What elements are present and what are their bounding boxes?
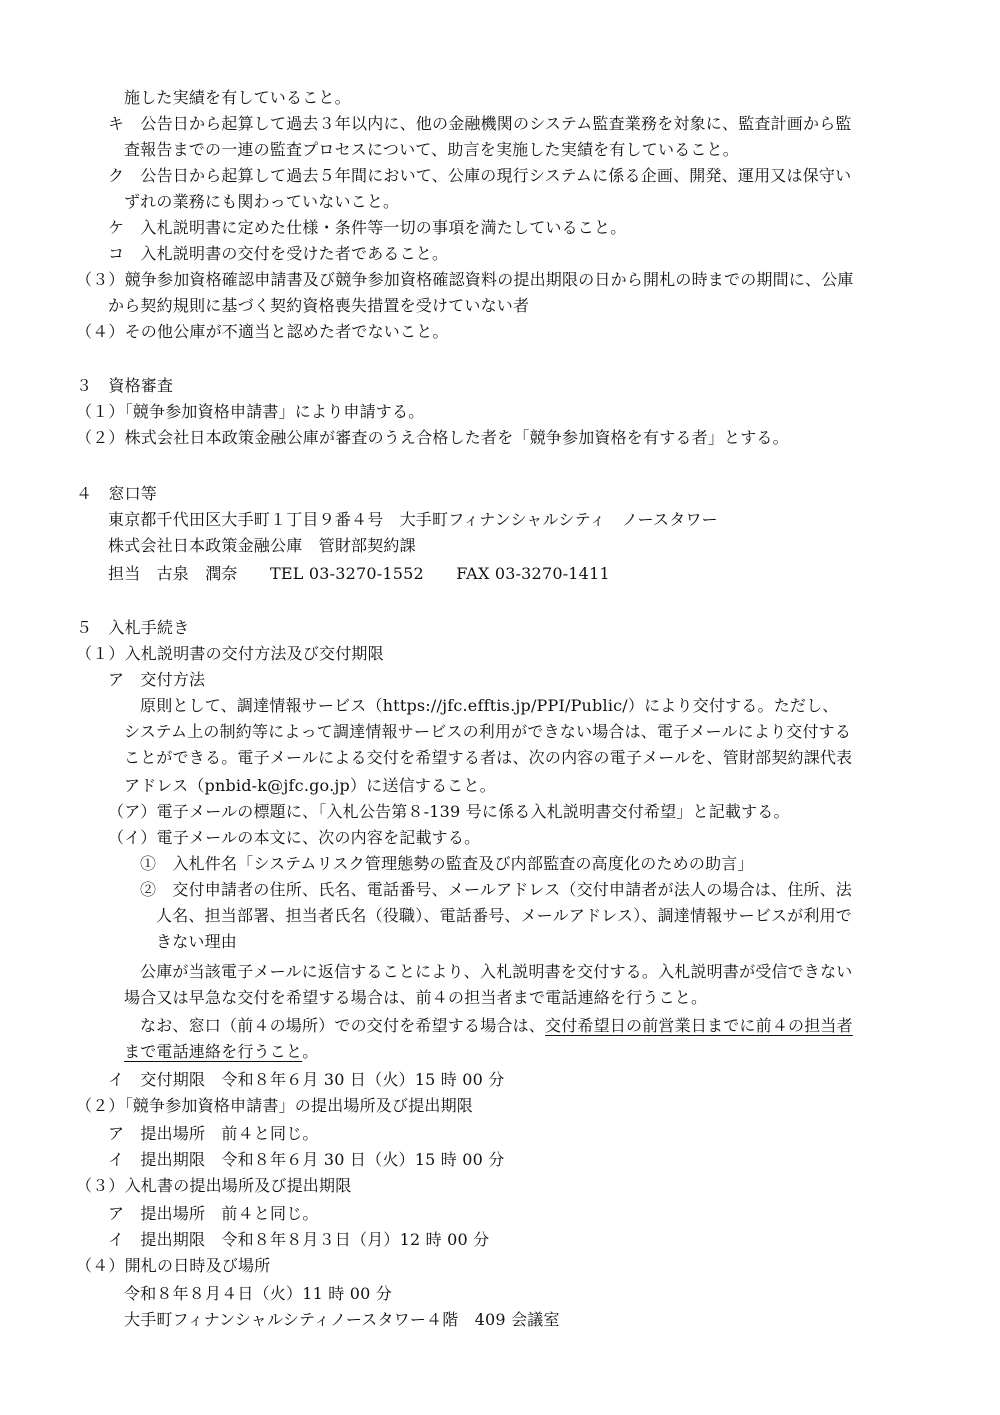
text-line: ケ 入札説明書に定めた仕様・条件等一切の事項を満たしていること。 xyxy=(108,218,627,237)
text-line: 場合又は早急な交付を希望する場合は、前４の担当者まで電話連絡を行うこと。 xyxy=(124,988,708,1007)
text-line: ク 公告日から起算して過去５年間において、公庫の現行システムに係る企画、開発、運用又は保守い xyxy=(108,166,852,185)
text-line: イ 提出期限 令和８年６月 30 日（火）15 時 00 分 xyxy=(108,1150,505,1169)
text-line: きない理由 xyxy=(156,932,238,951)
text-line: （ア）電子メールの標題に、「入札公告第８-139 号に係る入札説明書交付希望」と記載する。 xyxy=(108,802,790,821)
text-line: （４）開札の日時及び場所 xyxy=(76,1256,271,1275)
text-line: （２）株式会社日本政策金融公庫が審査のうえ合格した者を「競争参加資格を有する者」とする。 xyxy=(76,428,789,447)
section-heading: ４ 窓口等 xyxy=(76,484,158,503)
text-line: 公庫が当該電子メールに返信することにより、入札説明書を交付する。入札説明書が受信できない xyxy=(140,962,853,981)
text-fragment: なお、窓口（前４の場所）での交付を希望する場合は、 xyxy=(140,1016,546,1035)
text-line: 担当 古泉 潤奈 TEL 03-3270-1552 FAX 03-3270-1411 xyxy=(108,564,610,583)
text-line: ア 提出場所 前４と同じ。 xyxy=(108,1124,319,1143)
text-line: （３）入札書の提出場所及び提出期限 xyxy=(76,1176,352,1195)
text-line: 人名、担当部署、担当者氏名（役職）、電話番号、メールアドレス）、調達情報サービスが利用で xyxy=(156,906,853,925)
text-line: キ 公告日から起算して過去３年以内に、他の金融機関のシステム監査業務を対象に、監査計画から監 xyxy=(108,114,852,133)
text-line: イ 提出期限 令和８年８月３日（月）12 時 00 分 xyxy=(108,1230,490,1249)
text-fragment: 。 xyxy=(302,1042,319,1061)
text-line: 令和８年８月４日（火）11 時 00 分 xyxy=(124,1284,392,1303)
underlined-text: まで電話連絡を行うこと xyxy=(124,1042,303,1061)
section-heading: ３ 資格審査 xyxy=(76,376,174,395)
text-line: ずれの業務にも関わっていないこと。 xyxy=(124,192,400,211)
text-line: （１）入札説明書の交付方法及び交付期限 xyxy=(76,644,384,663)
text-line xyxy=(124,1042,318,1062)
text-line: ② 交付申請者の住所、氏名、電話番号、メールアドレス（交付申請者が法人の場合は、住所、法 xyxy=(140,880,853,899)
text-line: から契約規則に基づく契約資格喪失措置を受けていない者 xyxy=(108,296,530,315)
text-line: 東京都千代田区大手町１丁目９番４号 大手町フィナンシャルシティ ノースタワー xyxy=(108,510,718,529)
text-line: ① 入札件名「システムリスク管理態勢の監査及び内部監査の高度化のための助言」 xyxy=(140,854,754,873)
text-line: コ 入札説明書の交付を受けた者であること。 xyxy=(108,244,449,263)
text-line: イ 交付期限 令和８年６月 30 日（火）15 時 00 分 xyxy=(108,1070,505,1089)
section-heading: ５ 入札手続き xyxy=(76,618,190,637)
text-line: 査報告までの一連の監査プロセスについて、助言を実施した実績を有していること。 xyxy=(124,140,739,159)
underlined-text: 交付希望日の前営業日までに前４の担当者 xyxy=(545,1016,853,1035)
text-line: ア 提出場所 前４と同じ。 xyxy=(108,1204,319,1223)
text-line: 施した実績を有していること。 xyxy=(124,88,351,107)
text-line: （１）「競争参加資格申請書」により申請する。 xyxy=(76,402,425,421)
text-line: （２）「競争参加資格申請書」の提出場所及び提出期限 xyxy=(76,1096,474,1115)
text-line: システム上の制約等によって調達情報サービスの利用ができない場合は、電子メールにより交付する xyxy=(124,722,852,741)
text-line: （３）競争参加資格確認申請書及び競争参加資格確認資料の提出期限の日から開札の時までの期間に、公庫 xyxy=(76,270,854,289)
text-line: アドレス（pnbid-k@jfc.go.jp）に送信すること。 xyxy=(124,776,496,795)
text-line: 原則として、調達情報サービス（https://jfc.efftis.jp/PPI/Public/）により交付する。ただし、 xyxy=(140,696,839,715)
text-line: （４）その他公庫が不適当と認めた者でないこと。 xyxy=(76,322,449,341)
text-line: ア 交付方法 xyxy=(108,670,206,689)
text-line xyxy=(140,1016,853,1036)
text-line: 株式会社日本政策金融公庫 管財部契約課 xyxy=(108,536,416,555)
text-line: 大手町フィナンシャルシティノースタワー４階 409 会議室 xyxy=(124,1310,560,1329)
text-line: （イ）電子メールの本文に、次の内容を記載する。 xyxy=(108,828,481,847)
text-line: ことができる。電子メールによる交付を希望する者は、次の内容の電子メールを、管財部契約課代表 xyxy=(124,748,853,767)
